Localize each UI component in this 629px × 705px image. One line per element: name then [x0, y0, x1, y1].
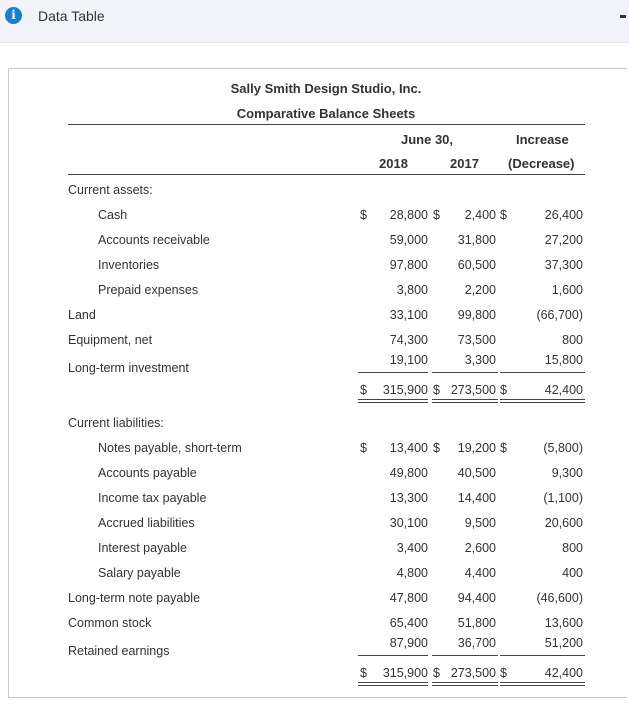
value-2018: 97,800	[389, 258, 428, 272]
row-label: Cash	[98, 208, 128, 222]
subtotal-line	[358, 655, 428, 656]
total-double-line	[432, 402, 498, 403]
value-2017: 36,700	[457, 636, 496, 650]
increase-header: Increase	[516, 132, 569, 147]
dialog-header	[0, 0, 629, 43]
row-label: Common stock	[68, 616, 152, 630]
value-2017: 60,500	[457, 258, 496, 272]
total-double-line	[358, 682, 428, 683]
value-change: (1,100)	[543, 491, 583, 505]
row-label: Prepaid expenses	[98, 283, 199, 297]
value-2017: 73,500	[457, 333, 496, 347]
row-label: Equipment, net	[68, 333, 153, 347]
row-label: Inventories	[98, 258, 160, 272]
section-heading: Current liabilities:	[68, 416, 164, 430]
value-2017: 14,400	[457, 491, 496, 505]
total-2018: 315,900	[382, 666, 428, 680]
year-2017-header: 2017	[450, 156, 479, 171]
value-change: 51,200	[544, 636, 583, 650]
row-label: Interest payable	[98, 541, 187, 555]
value-2018: 47,800	[389, 591, 428, 605]
row-label: Land	[68, 308, 96, 322]
total-double-line	[358, 399, 428, 400]
value-change: 37,300	[544, 258, 583, 272]
value-change: 20,600	[544, 516, 583, 530]
total-change: 42,400	[544, 666, 583, 680]
value-2017: 40,500	[457, 466, 496, 480]
value-2018: 13,400	[389, 441, 428, 455]
dollar-sign: $	[500, 208, 507, 222]
value-2017: 9,500	[464, 516, 496, 530]
total-2017: 273,500	[450, 383, 496, 397]
total-double-line	[432, 682, 498, 683]
company-name: Sally Smith Design Studio, Inc.	[230, 81, 422, 96]
dollar-sign: $	[360, 666, 367, 680]
subtotal-line	[432, 655, 498, 656]
value-2018: 13,300	[389, 491, 428, 505]
value-2018: 3,800	[396, 283, 428, 297]
title-underline	[68, 124, 585, 125]
dollar-sign: $	[500, 383, 507, 397]
row-label: Long-term investment	[68, 361, 189, 375]
subtotal-line	[432, 372, 498, 373]
value-change: 27,200	[544, 233, 583, 247]
value-2018: 3,400	[396, 541, 428, 555]
info-icon: i	[5, 7, 22, 24]
value-change: 13,600	[544, 616, 583, 630]
value-2017: 51,800	[457, 616, 496, 630]
value-change: 400	[562, 566, 583, 580]
value-change: 800	[562, 333, 583, 347]
total-double-line	[500, 399, 585, 400]
value-2018: 28,800	[389, 208, 428, 222]
value-2017: 99,800	[457, 308, 496, 322]
value-2018: 49,800	[389, 466, 428, 480]
value-2017: 2,600	[464, 541, 496, 555]
total-2018: 315,900	[382, 383, 428, 397]
dialog-title: Data Table	[38, 8, 105, 24]
total-change: 42,400	[544, 383, 583, 397]
value-change: 9,300	[551, 466, 583, 480]
row-label: Accrued liabilities	[98, 516, 195, 530]
value-change: 26,400	[544, 208, 583, 222]
value-change: (66,700)	[536, 308, 583, 322]
row-label: Salary payable	[98, 566, 181, 580]
subtotal-line	[500, 655, 585, 656]
section-heading: Current assets:	[68, 183, 153, 197]
row-label: Accounts receivable	[98, 233, 210, 247]
value-2018: 74,300	[389, 333, 428, 347]
value-2017: 94,400	[457, 591, 496, 605]
dollar-sign: $	[500, 666, 507, 680]
value-2017: 3,300	[464, 353, 496, 367]
year-2018-header: 2018	[379, 156, 408, 171]
value-change: 1,600	[551, 283, 583, 297]
value-2018: 4,800	[396, 566, 428, 580]
value-change: 15,800	[544, 353, 583, 367]
dollar-sign: $	[433, 441, 440, 455]
minimize-icon[interactable]	[620, 15, 626, 18]
total-double-line	[500, 402, 585, 403]
dollar-sign: $	[360, 383, 367, 397]
value-2018: 87,900	[389, 636, 428, 650]
dollar-sign: $	[500, 441, 507, 455]
value-2018: 19,100	[389, 353, 428, 367]
decrease-header: (Decrease)	[508, 156, 575, 171]
value-2018: 59,000	[389, 233, 428, 247]
dollar-sign: $	[360, 441, 367, 455]
dollar-sign: $	[433, 208, 440, 222]
value-2017: 4,400	[464, 566, 496, 580]
value-2017: 2,200	[464, 283, 496, 297]
total-double-line	[432, 685, 498, 686]
row-label: Accounts payable	[98, 466, 197, 480]
value-2017: 31,800	[457, 233, 496, 247]
value-2018: 30,100	[389, 516, 428, 530]
row-label: Long-term note payable	[68, 591, 201, 605]
date-header: June 30,	[401, 132, 454, 147]
value-2018: 65,400	[389, 616, 428, 630]
value-change: (46,600)	[536, 591, 583, 605]
subtotal-line	[358, 372, 428, 373]
dollar-sign: $	[360, 208, 367, 222]
total-double-line	[358, 685, 428, 686]
value-2018: 33,100	[389, 308, 428, 322]
value-change: (5,800)	[543, 441, 583, 455]
dollar-sign: $	[433, 666, 440, 680]
value-2017: 2,400	[464, 208, 496, 222]
total-double-line	[358, 402, 428, 403]
row-label: Retained earnings	[68, 644, 170, 658]
total-double-line	[500, 682, 585, 683]
total-double-line	[500, 685, 585, 686]
value-2017: 19,200	[457, 441, 496, 455]
statement-title: Comparative Balance Sheets	[236, 106, 416, 121]
total-2017: 273,500	[450, 666, 496, 680]
total-double-line	[432, 399, 498, 400]
row-label: Notes payable, short-term	[98, 441, 242, 455]
subtotal-line	[500, 372, 585, 373]
header-underline	[68, 174, 585, 175]
value-change: 800	[562, 541, 583, 555]
row-label: Income tax payable	[98, 491, 207, 505]
dollar-sign: $	[433, 383, 440, 397]
